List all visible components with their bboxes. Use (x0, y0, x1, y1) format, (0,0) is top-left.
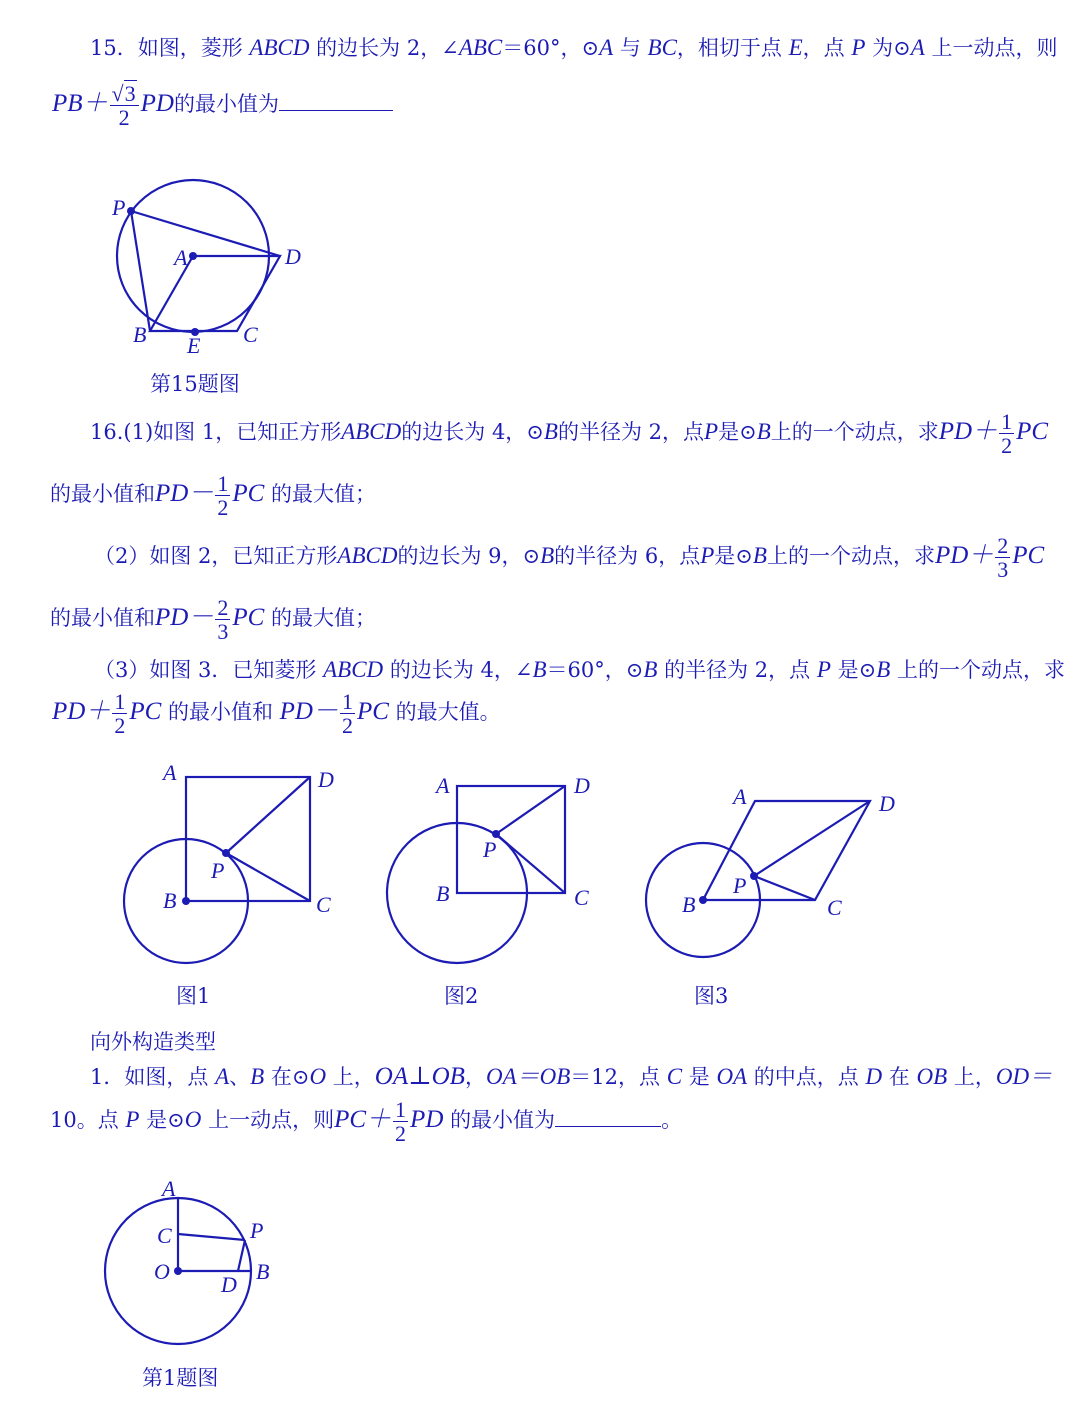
segment-pd (226, 777, 310, 853)
label-p: P (483, 837, 497, 862)
fraction-half: $\frac{1}{2}$ (114, 689, 126, 739)
figure-1-caption: 图1 (176, 984, 211, 1008)
label-c: C (157, 1223, 172, 1248)
label-p: P (211, 858, 225, 883)
label-a: A (174, 245, 188, 270)
point-o (174, 1267, 182, 1275)
label-c: C (574, 885, 589, 910)
point-a (189, 252, 197, 260)
label-a: A (436, 773, 450, 798)
fraction-half: $\frac{1}{2}$ (1001, 409, 1013, 459)
fraction-half: $\frac{1}{2}$ (341, 689, 353, 739)
figure-problem-1-caption: 第1题图 (142, 1366, 219, 1390)
fraction-half: $\frac{1}{2}$ (395, 1097, 407, 1147)
point-b (699, 896, 707, 904)
figure-16-2 (387, 786, 565, 963)
label-a: A (162, 1176, 176, 1201)
section-title: 向外构造类型 (90, 1030, 216, 1054)
problem-16-line-1: 16.(1)如图 1，已知正方形ABCD的边长为 4，⊙B的半径为 2，点P是⊙B上的一个动点，求PD＋ $\frac{1}{2}$ PC (90, 409, 1049, 459)
segment-pd (754, 801, 870, 876)
problem-16-line-2: 的最小值和PD－ $\frac{1}{2}$ PC 的最大值； (50, 471, 376, 521)
label-d: D (221, 1272, 237, 1297)
problem-16-line-3: （2）如图 2，已知正方形ABCD的边长为 9，⊙B的半径为 6，点P是⊙B上的一个动点，求PD＋ $\frac{2}{3}$ PC (94, 533, 1045, 583)
label-b: B (682, 892, 696, 917)
label-p: P (112, 195, 126, 220)
square-abcd (457, 786, 565, 893)
segment-pd (496, 786, 565, 834)
problem-15-line-1: 15．如图，菱形 ABCD 的边长为 2，∠ABC＝60°，⊙A 与 BC，相切于点 E，点 P 为⊙A 上一动点，则 (90, 35, 1058, 60)
problem-1-line-1: 1．如图，点 A、B 在⊙O 上，OA⊥OB，OA＝OB＝12，点 C 是 OA 的中点，点 D 在 OB 上，OD＝ (90, 1063, 1053, 1090)
label-o: O (154, 1259, 170, 1284)
segment-cp (178, 1234, 245, 1240)
figure-3-caption: 图3 (694, 984, 729, 1008)
segment-pc (226, 853, 310, 901)
label-e: E (187, 333, 201, 358)
square-abcd (186, 777, 310, 901)
label-b: B (436, 881, 450, 906)
point-p (750, 872, 758, 880)
label-a: A (163, 760, 177, 785)
label-d: D (318, 767, 334, 792)
label-b: B (133, 322, 147, 347)
figure-16-3 (646, 801, 870, 957)
figure-15-caption: 第15题图 (150, 372, 240, 396)
label-d: D (574, 773, 590, 798)
problem-1-line-2: 10。点 P 是⊙O 上一动点，则PC＋ $\frac{1}{2}$ PD 的最小值为 。 (50, 1097, 683, 1147)
fraction-two-thirds: $\frac{2}{3}$ (217, 595, 229, 645)
label-b: B (256, 1259, 270, 1284)
problem-16-line-6: PD＋ $\frac{1}{2}$ PC 的最小值和 PD－ $\frac{1}{2}$ PC 的最大值。 (52, 689, 501, 739)
fraction-sqrt3-over-2: $\frac{√3}{2}$ (110, 82, 139, 129)
label-p: P (733, 873, 747, 898)
fraction-two-thirds: $\frac{2}{3}$ (997, 533, 1009, 583)
problem-15-line-2: PB＋ $\frac{√3}{2}$ PD的最小值为 (52, 82, 393, 129)
segment-pc (496, 834, 565, 893)
problem-number: 15． (90, 36, 138, 60)
problem-16-line-4: 的最小值和PD－ $\frac{2}{3}$ PC 的最大值； (50, 595, 376, 645)
label-b: B (163, 888, 177, 913)
fraction-half: $\frac{1}{2}$ (217, 471, 229, 521)
figure-15 (117, 180, 280, 332)
figure-2-caption: 图2 (444, 984, 479, 1008)
label-p: P (250, 1218, 264, 1243)
rhombus-abcd (703, 801, 870, 900)
label-c: C (243, 322, 258, 347)
label-c: C (827, 895, 842, 920)
label-d: D (285, 244, 301, 269)
point-b (182, 897, 190, 905)
label-a: A (733, 784, 747, 809)
segment-pb (131, 211, 150, 331)
label-d: D (879, 791, 895, 816)
label-c: C (316, 892, 331, 917)
point-p (127, 207, 135, 215)
segment-pc (754, 876, 815, 900)
rhombus-abcd (150, 256, 280, 331)
problem-16-line-5: （3）如图 3．已知菱形 ABCD 的边长为 4，∠B＝60°，⊙B 的半径为 2，点 P 是⊙B 上的一个动点，求 (94, 657, 1065, 682)
segment-pd (238, 1240, 245, 1271)
point-p (222, 849, 230, 857)
